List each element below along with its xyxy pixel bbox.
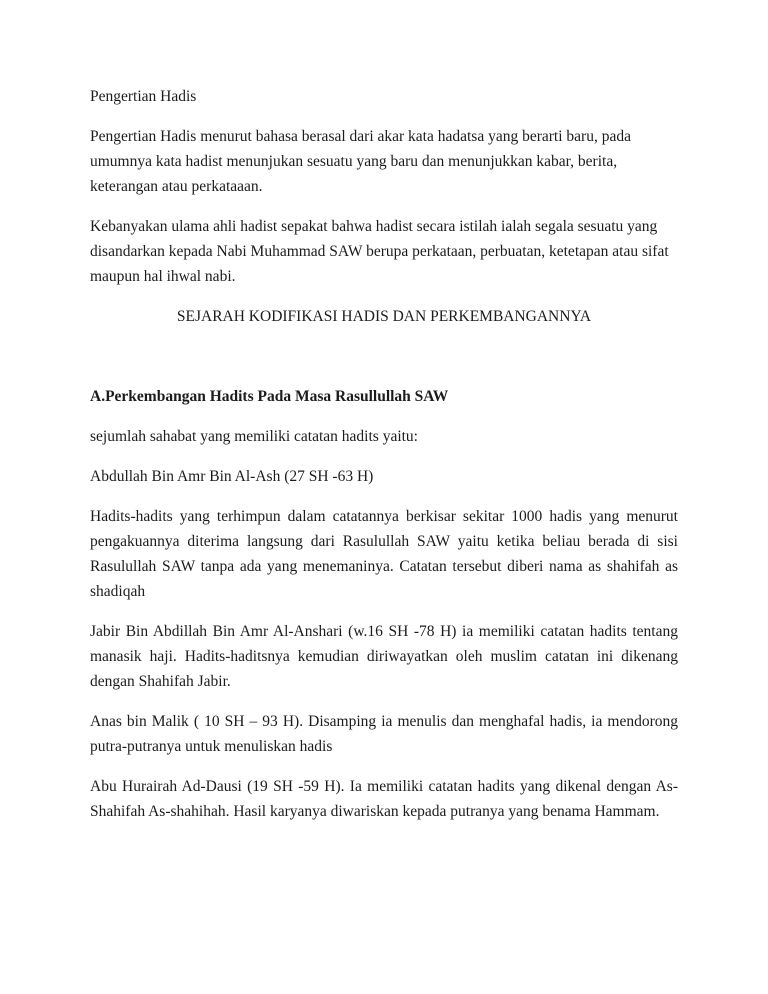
paragraph-hadits-terhimpun: Hadits-hadits yang terhimpun dalam catatannya berkisar sekitar 1000 hadis yang menurut pengakuannya diterima langsung dari Rasulullah SAW yaitu ketika beliau berada di sisi Rasulullah SAW tanpa ada yang menemaninya. Catatan tersebut diberi nama as shahifah as shadiqah [90, 508, 678, 600]
subsection-heading-perkembangan-hadits: A.Perkembangan Hadits Pada Masa Rasullullah SAW [90, 388, 449, 405]
empty-line [90, 344, 678, 369]
paragraph-anas-bin-malik: Anas bin Malik ( 10 SH – 93 H). Disamping ia menulis dan menghafal hadis, ia mendorong putra-putranya untuk menuliskan hadis [90, 713, 678, 755]
paragraph-hadis-istilah-definition: Kebanyakan ulama ahli hadist sepakat bahwa hadist secara istilah ialah segala sesuatu yang disandarkan kepada Nabi Muhammad SAW berupa perkataan, perbuatan, ketetapan atau sifat maupun hal ihwal nabi. [90, 218, 669, 285]
paragraph-abdullah-bin-amr: Abdullah Bin Amr Bin Al-Ash (27 SH -63 H) [90, 468, 374, 485]
paragraph-jabir-bin-abdillah: Jabir Bin Abdillah Bin Amr Al-Anshari (w.16 SH -78 H) ia memiliki catatan hadits tentang manasik haji. Hadits-haditsnya kemudian diriwayatkan oleh muslim catatan ini dikenang dengan Shahifah Jabir. [90, 623, 678, 690]
section-heading-sejarah-kodifikasi: SEJARAH KODIFIKASI HADIS DAN PERKEMBANGANNYA [176, 308, 592, 325]
paragraph-abu-hurairah: Abu Hurairah Ad-Dausi (19 SH -59 H). Ia memiliki catatan hadits yang dikenal dengan As-Shahifah As-shahihah. Hasil karyanya diwariskan kepada putranya yang benama Hammam. [90, 778, 678, 820]
paragraph-title: Pengertian Hadis [90, 88, 197, 105]
paragraph-hadis-language-definition: Pengertian Hadis menurut bahasa berasal dari akar kata hadatsa yang berarti baru, pada umumnya kata hadist menunjukan sesuatu yang baru dan menunjukkan kabar, berita, keterangan atau perkataaan. [90, 128, 631, 195]
paragraph-sejumlah-sahabat: sejumlah sahabat yang memiliki catatan hadits yaitu: [90, 428, 418, 445]
